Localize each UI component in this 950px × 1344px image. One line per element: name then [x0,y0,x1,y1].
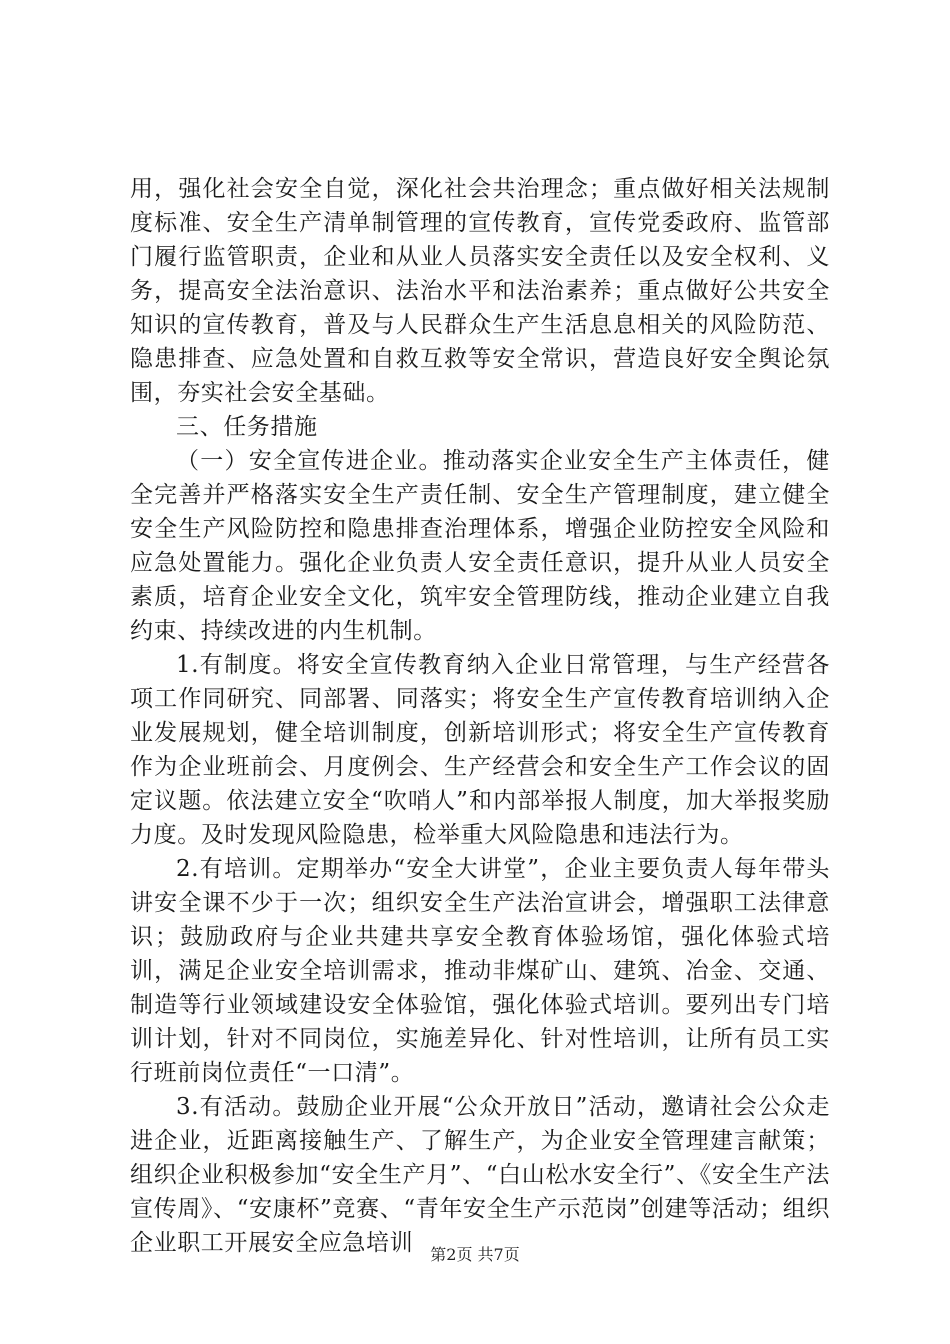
document-body [130,172,830,1260]
paragraph-system: 1.有制度。将安全宣传教育纳入企业日常管理，与生产经营各项工作同研究、同部署、同落实；将安全生产宣传教育培训纳入企业发展规划，健全培训制度，创新培训形式；将安全生产宣传教育作为企业班前会、月度例会、生产经营会和安全生产工作会议的固定议题。依法建立安全“吹哨人”和内部举报人制度，加大举报奖励力度。及时发现风险隐患，检举重大风险隐患和违法行为。 [130,652,830,848]
paragraph-activities: 3.有活动。鼓励企业开展“公众开放日”活动，邀请社会公众走进企业，近距离接触生产、了解生产，为企业安全管理建言献策；组织企业积极参加“安全生产月”、“白山松水安全行”、《安全生产法宣传周》、“安康杯”竞赛、“青年安全生产示范岗”创建等活动；组织企业职工开展安全应急培训 [130,1094,830,1256]
section-heading-task-measures: 三、任务措施 [176,414,318,440]
paragraph-enterprise: （一）安全宣传进企业。推动落实企业安全生产主体责任，健全完善并严格落实安全生产责任制、安全生产管理制度，建立健全安全生产风险防控和隐患排查治理体系，增强企业防控安全风险和应急处置能力。强化企业负责人安全责任意识，提升从业人员安全素质，培育企业安全文化，筑牢安全管理防线，推动企业建立自我约束、持续改进的内生机制。 [130,448,830,644]
paragraph-continuation: 用，强化社会安全自觉，深化社会共治理念；重点做好相关法规制度标准、安全生产清单制管理的宣传教育，宣传党委政府、监管部门履行监管职责，企业和从业人员落实安全责任以及安全权利、义务，提高安全法治意识、法治水平和法治素养；重点做好公共安全知识的宣传教育，普及与人民群众生产生活息息相关的风险防范、隐患排查、应急处置和自救互救等安全常识，营造良好安全舆论氛围，夯实社会安全基础。 [130,176,830,406]
paragraph-training: 2.有培训。定期举办“安全大讲堂”，企业主要负责人每年带头讲安全课不少于一次；组织安全生产法治宣讲会，增强职工法律意识；鼓励政府与企业共建共享安全教育体验场馆，强化体验式培训，满足企业安全培训需求，推动非煤矿山、建筑、冶金、交通、制造等行业领域建设安全体验馆，强化体验式培训。要列出专门培训计划，针对不同岗位，实施差异化、针对性培训，让所有员工实行班前岗位责任“一口清”。 [130,856,830,1086]
page-footer: 第2页 共7页 [430,1245,520,1264]
